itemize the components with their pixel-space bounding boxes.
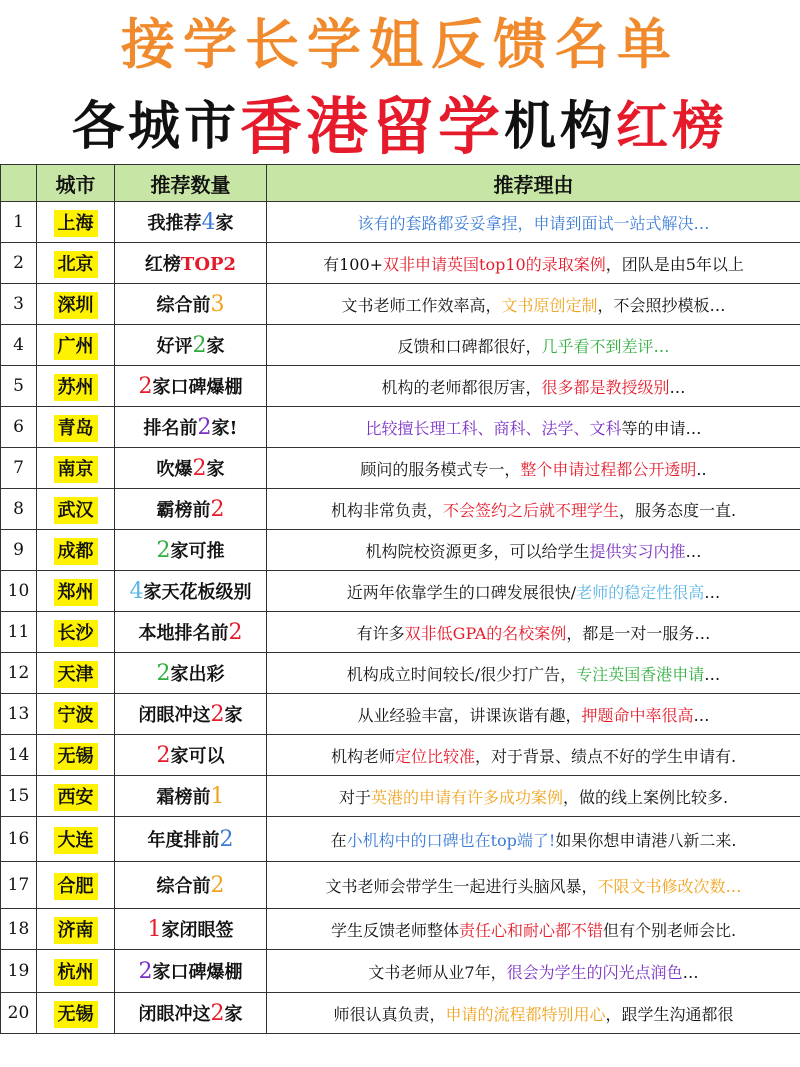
reason-fragment: 文书老师从业7年， — [368, 962, 507, 982]
row-number: 2 — [1, 243, 37, 284]
city-cell — [37, 407, 115, 448]
city-highlight: 青岛 — [54, 415, 98, 442]
recommend-fragment: 4 — [201, 210, 216, 235]
recommend-count — [115, 909, 267, 950]
recommend-fragment: 我推荐 — [147, 213, 202, 234]
recommend-fragment: 家 — [224, 1004, 243, 1025]
reason-fragment: 但有个别老师会比. — [602, 920, 737, 940]
recommend-fragment: 4 — [129, 579, 144, 604]
row-number: 13 — [1, 694, 37, 735]
recommend-fragment: 本地排名前 — [138, 623, 229, 644]
recommend-count — [115, 325, 267, 366]
table-row — [1, 489, 800, 530]
recommend-count — [115, 202, 267, 243]
table-row — [1, 530, 800, 571]
city-cell — [37, 817, 115, 862]
recommend-count — [115, 448, 267, 489]
row-number: 4 — [1, 325, 37, 366]
city-highlight: 无锡 — [54, 1001, 98, 1028]
city-cell — [37, 325, 115, 366]
row-number: 8 — [1, 489, 37, 530]
recommend-fragment: 2 — [138, 959, 153, 984]
reason-cell — [267, 776, 800, 817]
row-number: 20 — [1, 993, 37, 1034]
reason-fragment: … — [704, 664, 721, 684]
recommend-count — [115, 694, 267, 735]
reason-cell — [267, 407, 800, 448]
reason-fragment: 不限文书修改次数… — [597, 876, 742, 896]
city-cell — [37, 862, 115, 909]
recommend-fragment: 家口碑爆棚 — [152, 962, 243, 983]
city-highlight: 合肥 — [54, 873, 98, 900]
row-number: 16 — [1, 817, 37, 862]
city-highlight: 南京 — [54, 456, 98, 483]
reason-cell — [267, 653, 800, 694]
recommend-fragment: 2 — [210, 873, 225, 898]
reason-fragment: 提供实习内推 — [589, 541, 686, 561]
reason-cell — [267, 735, 800, 776]
recommend-fragment: 2 — [192, 333, 207, 358]
row-number: 15 — [1, 776, 37, 817]
city-cell — [37, 202, 115, 243]
recommend-fragment: 2 — [156, 743, 171, 768]
reason-fragment: 该有的套路都妥妥拿捏，申请到面试一站式解决… — [357, 213, 710, 233]
city-cell — [37, 735, 115, 776]
reason-cell — [267, 993, 800, 1034]
city-highlight: 广州 — [54, 333, 98, 360]
recommend-fragment: 2 — [228, 620, 243, 645]
recommend-fragment: 3 — [210, 292, 225, 317]
recommend-fragment: 红榜 — [144, 254, 181, 275]
table-row — [1, 407, 800, 448]
city-cell — [37, 284, 115, 325]
recommend-fragment: 综合前 — [156, 876, 211, 897]
reason-fragment: 定位比较准 — [394, 746, 475, 766]
table-row — [1, 817, 800, 862]
row-number: 11 — [1, 612, 37, 653]
reason-cell — [267, 243, 800, 284]
city-cell — [37, 489, 115, 530]
recommend-fragment: 1 — [210, 784, 225, 809]
recommend-fragment: 家出彩 — [170, 664, 225, 685]
table-row — [1, 694, 800, 735]
reason-fragment: 等的申请… — [621, 418, 702, 438]
row-number: 9 — [1, 530, 37, 571]
reason-cell — [267, 571, 800, 612]
recommend-fragment: 2 — [219, 827, 234, 852]
recommend-count — [115, 817, 267, 862]
city-cell — [37, 909, 115, 950]
city-cell — [37, 571, 115, 612]
row-number: 14 — [1, 735, 37, 776]
reason-fragment: … — [669, 377, 686, 397]
city-highlight: 无锡 — [54, 743, 98, 770]
recommend-fragment: 家! — [211, 418, 238, 439]
reason-fragment: 机构非常负责， — [330, 500, 443, 520]
recommend-fragment: 闭眼冲这 — [138, 1004, 211, 1025]
reason-fragment: 对于 — [338, 787, 371, 807]
reason-fragment: 整个申请过程都公开透明 — [520, 459, 697, 479]
reason-fragment: 文书原创定制 — [501, 295, 598, 315]
row-number: 5 — [1, 366, 37, 407]
reason-fragment: 有100+ — [323, 254, 384, 274]
reason-fragment: 英港的申请有许多成功案例 — [370, 787, 563, 807]
reason-fragment: 不会签约之后就不理学生 — [442, 500, 619, 520]
reason-fragment: … — [704, 582, 721, 602]
recommend-count — [115, 993, 267, 1034]
recommend-fragment: 2 — [210, 497, 225, 522]
reason-fragment: 有许多 — [356, 623, 405, 643]
recommend-fragment: 家闭眼签 — [161, 920, 234, 941]
reason-fragment: 机构成立时间较长/很少打广告， — [346, 664, 577, 684]
city-cell — [37, 448, 115, 489]
row-number: 1 — [1, 202, 37, 243]
recommend-fragment: 2 — [210, 702, 225, 727]
recommend-fragment: 综合前 — [156, 295, 211, 316]
city-highlight: 深圳 — [54, 292, 98, 319]
recommend-count — [115, 735, 267, 776]
subtitle-part-c: 机构 — [504, 95, 617, 157]
subtitle-part-a: 各城市 — [71, 95, 240, 157]
reason-fragment: 在 — [330, 830, 347, 850]
recommend-fragment: 家可以 — [170, 746, 225, 767]
recommend-fragment: 家 — [206, 336, 225, 357]
reason-fragment: 文书老师工作效率高， — [341, 295, 502, 315]
reason-fragment: 文书老师会带学生一起进行头脑风暴， — [325, 876, 598, 896]
recommend-count — [115, 284, 267, 325]
row-number: 17 — [1, 862, 37, 909]
city-cell — [37, 366, 115, 407]
row-number: 18 — [1, 909, 37, 950]
row-number: 12 — [1, 653, 37, 694]
recommend-fragment: 吹爆 — [156, 459, 193, 480]
recommend-count — [115, 862, 267, 909]
table-row — [1, 325, 800, 366]
recommend-fragment: 1 — [147, 917, 162, 942]
recommend-count — [115, 366, 267, 407]
reason-fragment: 几乎看不到差评… — [541, 336, 670, 356]
reason-fragment: 如果你想申请港八新二来. — [555, 830, 737, 850]
subtitle-part-d: 红榜 — [616, 95, 729, 157]
reason-fragment: 顾问的服务模式专一， — [360, 459, 521, 479]
reason-fragment: 小机构中的口碑也在top端了! — [346, 830, 556, 850]
recommend-fragment: 家 — [224, 705, 243, 726]
page-title: 接学长学姐反馈名单 — [121, 11, 679, 76]
city-cell — [37, 530, 115, 571]
reason-fragment: … — [682, 962, 699, 982]
reason-fragment: ，都是一对一服务… — [566, 623, 711, 643]
reason-cell — [267, 817, 800, 862]
reason-fragment: ，团队是由5年以上 — [605, 254, 744, 274]
recommend-fragment: 2 — [156, 538, 171, 563]
reason-fragment: 比较擅长理工科、商科、法学、文科 — [365, 418, 622, 438]
recommend-count — [115, 612, 267, 653]
reason-fragment: … — [693, 705, 710, 725]
reason-fragment: 申请的流程都特别用心 — [445, 1004, 606, 1024]
table-row — [1, 862, 800, 909]
reason-fragment: 机构老师 — [330, 746, 395, 766]
table-row — [1, 653, 800, 694]
row-number: 10 — [1, 571, 37, 612]
row-number: 19 — [1, 950, 37, 993]
recommend-fragment: 家天花板级别 — [143, 582, 252, 603]
reason-cell — [267, 366, 800, 407]
reason-fragment: 双非低GPA的名校案例 — [404, 623, 567, 643]
recommend-fragment: 排名前 — [143, 418, 198, 439]
city-highlight: 西安 — [54, 784, 98, 811]
recommend-count — [115, 530, 267, 571]
recommend-fragment: 家口碑爆棚 — [152, 377, 243, 398]
reason-cell — [267, 694, 800, 735]
city-highlight: 成都 — [54, 538, 98, 565]
city-cell — [37, 612, 115, 653]
reason-cell — [267, 862, 800, 909]
recommend-fragment: 年度排前 — [147, 830, 220, 851]
reason-fragment: ，对于背景、绩点不好的学生申请有. — [474, 746, 737, 766]
city-cell — [37, 993, 115, 1034]
recommend-count — [115, 407, 267, 448]
reason-fragment: 机构的老师都很厉害， — [381, 377, 542, 397]
reason-fragment: … — [685, 541, 702, 561]
reason-fragment: 双非申请英国top10的录取案例 — [383, 254, 606, 274]
recommend-fragment: 2 — [138, 374, 153, 399]
recommend-fragment: 家 — [215, 213, 234, 234]
recommend-fragment: 家可推 — [170, 541, 225, 562]
recommend-fragment: 霜榜前 — [156, 787, 211, 808]
recommend-count — [115, 950, 267, 993]
recommend-fragment: 家 — [206, 459, 225, 480]
city-highlight: 北京 — [54, 251, 98, 278]
row-number: 3 — [1, 284, 37, 325]
reason-fragment: ，跟学生沟通都很 — [605, 1004, 734, 1024]
table-row — [1, 735, 800, 776]
city-highlight: 济南 — [54, 917, 98, 944]
city-cell — [37, 653, 115, 694]
header-reason: 推荐理由 — [267, 165, 800, 202]
reason-fragment: 很会为学生的闪光点润色 — [506, 962, 683, 982]
reason-cell — [267, 530, 800, 571]
reason-fragment: .. — [696, 459, 707, 479]
table-body — [1, 202, 800, 1034]
recommend-fragment: 2 — [210, 1001, 225, 1026]
reason-cell — [267, 325, 800, 366]
reason-cell — [267, 612, 800, 653]
city-highlight: 苏州 — [54, 374, 98, 401]
city-cell — [37, 950, 115, 993]
recommend-fragment: 闭眼冲这 — [138, 705, 211, 726]
table-row — [1, 243, 800, 284]
city-highlight: 杭州 — [54, 959, 98, 986]
reason-fragment: 专注英国香港申请 — [576, 664, 705, 684]
recommend-count — [115, 653, 267, 694]
header-count: 推荐数量 — [115, 165, 267, 202]
table-row — [1, 202, 800, 243]
reason-fragment: 老师的稳定性很高 — [576, 582, 705, 602]
reason-fragment: 从业经验丰富，讲课诙谐有趣， — [357, 705, 582, 725]
recommend-count — [115, 489, 267, 530]
recommend-fragment: TOP2 — [180, 254, 237, 275]
reason-fragment: 押题命中率很高 — [581, 705, 694, 725]
city-cell — [37, 776, 115, 817]
city-cell — [37, 243, 115, 284]
reason-cell — [267, 202, 800, 243]
recommend-fragment: 2 — [197, 415, 212, 440]
city-cell — [37, 694, 115, 735]
reason-cell — [267, 950, 800, 993]
row-number: 7 — [1, 448, 37, 489]
city-highlight: 宁波 — [54, 702, 98, 729]
reason-fragment: 学生反馈老师整体 — [330, 920, 459, 940]
reason-fragment: ，做的线上案例比较多. — [562, 787, 729, 807]
city-highlight: 上海 — [54, 210, 98, 237]
reason-cell — [267, 448, 800, 489]
ranking-table — [0, 164, 800, 1034]
reason-fragment: ，服务态度一直. — [618, 500, 737, 520]
table-row — [1, 909, 800, 950]
recommend-fragment: 霸榜前 — [156, 500, 211, 521]
city-highlight: 武汉 — [54, 497, 98, 524]
subtitle-part-b: 香港留学 — [239, 89, 504, 163]
reason-fragment: 机构院校资源更多，可以给学生 — [365, 541, 590, 561]
recommend-count — [115, 243, 267, 284]
reason-cell — [267, 909, 800, 950]
reason-cell — [267, 489, 800, 530]
reason-fragment: 近两年依靠学生的口碑发展很快/ — [346, 582, 577, 602]
table-row — [1, 776, 800, 817]
table-row — [1, 612, 800, 653]
recommend-count — [115, 571, 267, 612]
table-row — [1, 366, 800, 407]
table-row — [1, 284, 800, 325]
table-row — [1, 993, 800, 1034]
table-row — [1, 571, 800, 612]
city-highlight: 郑州 — [54, 579, 98, 606]
header-num — [1, 165, 37, 202]
recommend-count — [115, 776, 267, 817]
reason-cell — [267, 284, 800, 325]
reason-fragment: ，不会照抄模板… — [597, 295, 726, 315]
city-highlight: 长沙 — [54, 620, 98, 647]
table-header-row — [1, 165, 800, 202]
reason-fragment: 反馈和口碑都很好， — [397, 336, 542, 356]
city-highlight: 大连 — [54, 827, 98, 854]
page-subtitle — [0, 80, 800, 162]
recommend-fragment: 好评 — [156, 336, 193, 357]
table-row — [1, 950, 800, 993]
reason-fragment: 师很认真负责， — [333, 1004, 446, 1024]
reason-fragment: 责任心和耐心都不错 — [458, 920, 603, 940]
reason-fragment: 很多都是教授级别 — [541, 377, 670, 397]
city-highlight: 天津 — [54, 661, 98, 688]
recommend-fragment: 2 — [192, 456, 207, 481]
table-row — [1, 448, 800, 489]
header-city: 城市 — [37, 165, 115, 202]
recommend-fragment: 2 — [156, 661, 171, 686]
row-number: 6 — [1, 407, 37, 448]
